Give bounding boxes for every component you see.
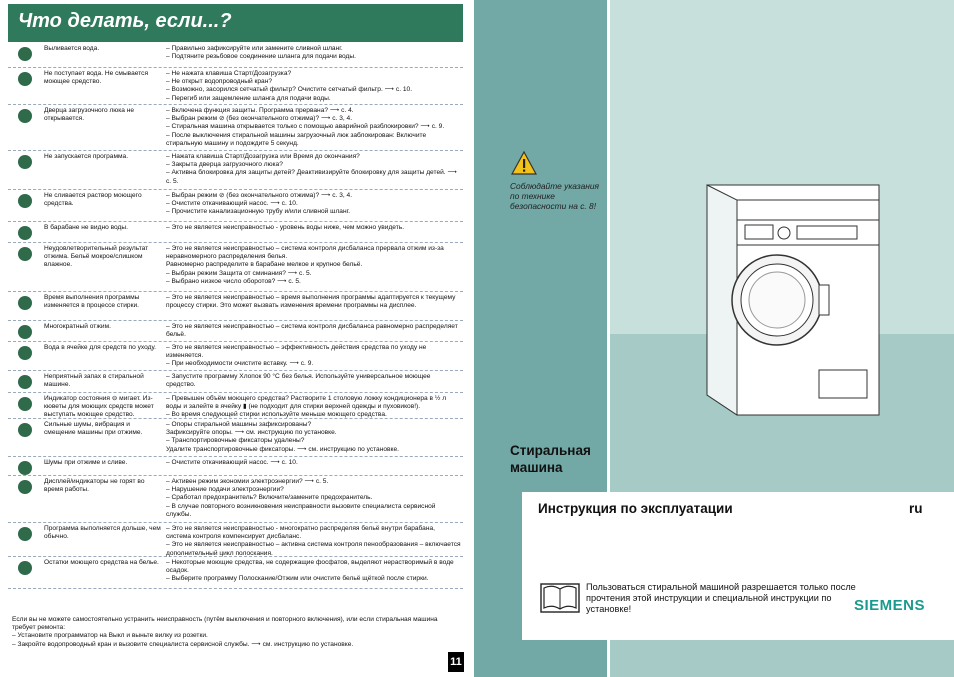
table-row: [8, 151, 463, 190]
solution-item: – Правильно зафиксируйте или замените сливной шланг.: [166, 45, 343, 52]
solution-item: Зафиксируйте опоры. ⟶ см. инструкцию по установке.: [166, 429, 337, 437]
bullet-icon: [18, 561, 32, 575]
table-row: [8, 371, 463, 393]
solution-list: [166, 45, 461, 61]
solution-item: – Возможно, засорился сетчатый фильтр? Очистите сетчатый фильтр. ⟶ с. 10.: [166, 86, 413, 94]
warning-icon: [511, 150, 537, 176]
solution-list: [166, 323, 461, 339]
language-code: ru: [909, 501, 923, 516]
product-name: Стиральная машина: [510, 443, 591, 475]
solution-list: [166, 421, 461, 454]
solution-item: – Это не является неисправностью - уровень воды ниже, чем можно увидеть.: [166, 224, 405, 231]
bullet-icon: [18, 527, 32, 541]
problem-text: Неудовлетворительный результат отжима. Бельё мокрое/слишком влажное.: [44, 245, 149, 269]
solution-list: [166, 344, 461, 369]
bullet-icon: [18, 480, 32, 494]
solution-item: Удалите транспортировочные фиксаторы. ⟶ см. инструкцию по установке.: [166, 445, 399, 453]
solution-item: – Нажата клавиша Старт/Дозагрузка или Время до окончания?: [166, 153, 360, 160]
solution-item: – Сработал предохранитель? Включите/замените предохранитель.: [166, 494, 373, 502]
problem-text: Индикатор состояния ⊖ мигает. Из-кюветы для моющих средств может выступать моющее средство.: [44, 395, 154, 419]
solution-item: – Нарушение подачи электроэнергии?: [166, 486, 284, 494]
cover-bottom-panel: [610, 640, 954, 677]
manual-title: Инструкция по эксплуатации: [538, 501, 733, 516]
solution-item: – Перегиб или защемление шланга для подачи воды.: [166, 94, 331, 102]
solution-item: – Прочистите канализационную трубу и/или сливной шланг.: [166, 208, 351, 216]
table-row: [8, 43, 463, 68]
bullet-icon: [18, 47, 32, 61]
bullet-icon: [18, 72, 32, 86]
bullet-icon: [18, 461, 32, 475]
solution-list: [166, 107, 461, 148]
safety-warning: Соблюдайте указания по технике безопасности на с. 8!: [510, 181, 599, 211]
troubleshooting-table: [8, 43, 463, 589]
solution-item: – Очистите откачивающий насос. ⟶ с. 10.: [166, 200, 298, 208]
solution-item: – Некоторые моющие средства, не содержащие фосфатов, выделяют нерастворимый в воде осадок.: [166, 559, 454, 575]
problem-text: Сильные шумы, вибрация и смещение машины при отжиме.: [44, 421, 143, 437]
solution-item: – Активен режим экономии электроэнергии? ⟶ с. 5.: [166, 478, 329, 485]
solution-list: [166, 525, 461, 558]
bullet-icon: [18, 423, 32, 437]
solution-item: – Включена функция защиты. Программа прервана? ⟶ с. 4.: [166, 107, 354, 114]
table-row: [8, 523, 463, 557]
solution-item: – Это не является неисправностью – эффективность действия средства по уходу не изменяется.: [166, 344, 427, 360]
solution-item: – Не нажата клавиша Старт/Дозагрузка?: [166, 70, 292, 77]
footer-line: – Закройте водопроводный кран и вызовите специалиста сервисной службы. ⟶ см. инструкцию по установке.: [12, 640, 354, 648]
solution-item: – Закрыта дверца загрузочного люка?: [166, 161, 283, 169]
solution-item: – Выбран режим Защита от сминания? ⟶ с. 5.: [166, 269, 312, 277]
solution-list: [166, 224, 461, 232]
solution-list: [166, 70, 461, 103]
table-row: [8, 393, 463, 419]
section-header: [8, 4, 463, 42]
solution-item: – В случае повторного возникновения неисправности вызовите специалиста сервисной службы.: [166, 502, 436, 518]
problem-text: Шумы при отжиме и сливе.: [44, 459, 128, 466]
problem-text: Дисплей/индикаторы не горят во время работы.: [44, 478, 145, 494]
footer-line: Если вы не можете самостоятельно устранить неисправность (путём выключения и повторного включения), или если стиральная машина требует ремонта:: [12, 616, 438, 632]
solution-list: [166, 373, 461, 389]
solution-item: – Очистите откачивающий насос. ⟶ с. 10.: [166, 459, 298, 466]
table-row: [8, 419, 463, 457]
reading-note: Пользоваться стиральной машиной разрешается только после прочтения этой инструкции и специальной инструкции по установке!: [586, 582, 856, 614]
footer-text: [12, 616, 457, 649]
bullet-icon: [18, 375, 32, 389]
table-row: [8, 243, 463, 292]
table-row: [8, 222, 463, 243]
solution-item: – Стиральная машина открывается только с помощью аварийной разблокировки? ⟶ с. 9.: [166, 123, 445, 131]
book-icon: [540, 580, 580, 614]
problem-text: Не сливается раствор моющего средства.: [44, 192, 142, 208]
problem-text: Многократный отжим.: [44, 323, 111, 330]
bullet-icon: [18, 296, 32, 310]
solution-item: – Это не является неисправностью – время выполнения программы адаптируется к текущему процессу стирки. Это может вызвать изменения времени программы на дисплее.: [166, 294, 456, 310]
problem-text: Не запускается программа.: [44, 153, 129, 160]
table-row: [8, 68, 463, 105]
table-row: [8, 190, 463, 222]
bullet-icon: [18, 194, 32, 208]
solution-list: [166, 192, 461, 217]
table-row: [8, 292, 463, 321]
solution-list: [166, 153, 461, 186]
solution-item: – Во время следующей стирки используйте меньше моющего средства.: [166, 411, 387, 419]
bullet-icon: [18, 247, 32, 261]
problem-text: Неприятный запах в стиральной машине.: [44, 373, 144, 389]
left-page: [8, 0, 463, 677]
bullet-icon: [18, 109, 32, 123]
bullet-icon: [18, 346, 32, 360]
solution-list: [166, 294, 461, 310]
section-title: Что делать, если...?: [18, 10, 232, 32]
solution-list: [166, 245, 461, 286]
solution-item: – Превышен объём моющего средства? Растворите 1 столовую ложку кондиционера в ½ л воды и залейте в ячейку ▮ (не подходит для стирки верхней одежды и пуховиков!).: [166, 395, 447, 411]
table-row: [8, 321, 463, 342]
solution-item: Равномерно распределите в барабане мелкое и крупное бельё.: [166, 261, 363, 269]
problem-text: Выливается вода.: [44, 45, 100, 52]
solution-item: – Выбран режим ⊘ (без окончательного отжима)? ⟶ с. 3, 4.: [166, 115, 353, 123]
solution-item: – При необходимости очистите вставку. ⟶ с. 9.: [166, 360, 314, 368]
cover-page: [474, 0, 954, 677]
solution-item: – Это не является неисправностью - многократно распределяя бельё внутри барабана, система контроля компенсирует дисбаланс.: [166, 525, 435, 541]
solution-item: – Транспортировочные фиксаторы удалены?: [166, 437, 305, 445]
bullet-icon: [18, 155, 32, 169]
washing-machine-illustration: [679, 180, 894, 425]
solution-item: – Опоры стиральной машины зафиксированы?: [166, 421, 312, 428]
bullet-icon: [18, 226, 32, 240]
solution-item: – Запустите программу Хлопок 90 °C без белья. Используйте универсальное моющее средство.: [166, 373, 431, 389]
bullet-icon: [18, 325, 32, 339]
solution-item: – Выберите программу Полоскание/Отжим или очистите бельё щёткой после стирки.: [166, 575, 429, 583]
table-row: [8, 557, 463, 589]
solution-item: – Это не является неисправностью – система контроля дисбаланса прервала отжим из-за неравномерного распределения белья.: [166, 245, 444, 261]
page-number: 11: [448, 652, 464, 672]
problem-text: Программа выполняется дольше, чем обычно.: [44, 525, 161, 541]
table-row: [8, 105, 463, 151]
solution-item: – Выбран режим ⊘ (без окончательного отжима)? ⟶ с. 3, 4.: [166, 192, 353, 199]
solution-list: [166, 395, 461, 420]
brand-logo: SIEMENS: [854, 597, 926, 614]
solution-list: [166, 459, 461, 467]
problem-text: Вода в ячейке для средств по уходу.: [44, 344, 156, 351]
table-row: [8, 342, 463, 371]
bullet-icon: [18, 397, 32, 411]
problem-text: Не поступает вода. Не смывается моющее средство.: [44, 70, 149, 86]
solution-list: [166, 478, 461, 519]
solution-item: – Подтяните резьбовое соединение шланга для подачи воды.: [166, 53, 356, 61]
solution-item: – Не открыт водопроводный кран?: [166, 78, 273, 86]
table-row: [8, 476, 463, 523]
solution-list: [166, 559, 461, 584]
footer-line: – Установите программатор на Выкл и выньте вилку из розетки.: [12, 632, 208, 640]
table-row: [8, 457, 463, 476]
solution-item: – Это не является неисправностью – активна система контроля пенообразования – включается дополнительный цикл полоскания.: [166, 541, 461, 557]
problem-text: Время выполнения программы изменяется в процессе стирки.: [44, 294, 140, 310]
solution-item: – Активна блокировка для защиты детей? Деактивизируйте блокировку для защиты детей. ⟶ с. 5.: [166, 169, 457, 185]
solution-item: – Выбрано низкое число оборотов? ⟶ с. 5.: [166, 277, 301, 285]
problem-text: Дверца загрузочного люка не открывается.: [44, 107, 135, 123]
problem-text: Остатки моющего средства на белье.: [44, 559, 159, 566]
solution-item: – Это не является неисправностью – система контроля дисбаланса равномерно распределяет бельё.: [166, 323, 458, 339]
problem-text: В барабане не видно воды.: [44, 224, 128, 231]
solution-item: – После выключения стиральной машины загрузочный люк заблокирован: Включите стиральную машину и подождите 5 секунд.: [166, 131, 427, 147]
